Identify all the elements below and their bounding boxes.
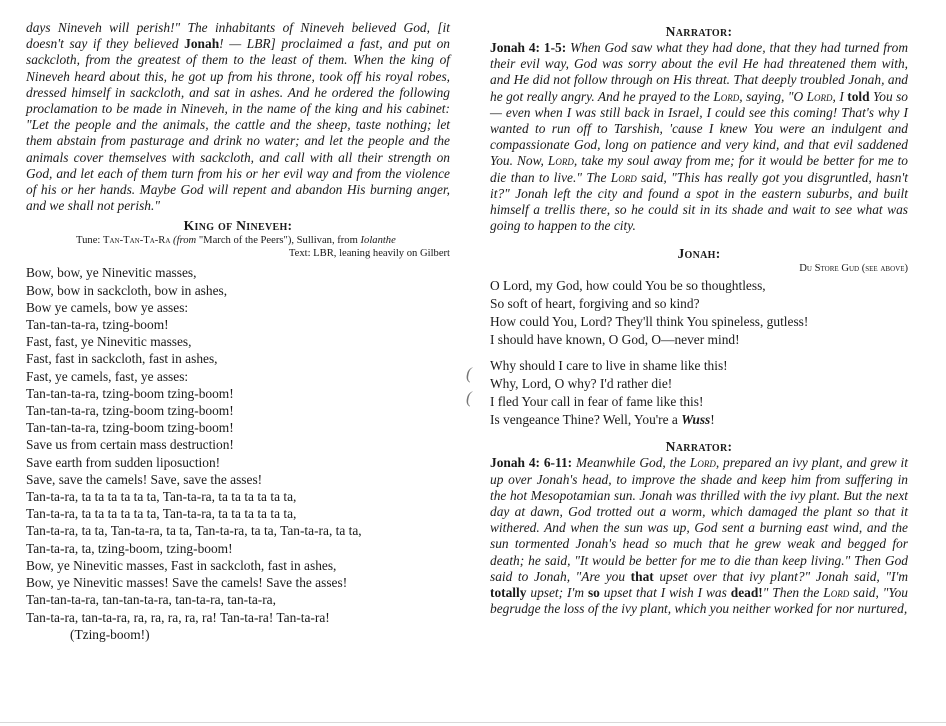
- jonah-bold: Jonah: [184, 36, 220, 52]
- lyric-line: So soft of heart, forgiving and so kind?: [490, 296, 700, 312]
- lyric-line: Tan-ta-ra, ta, tzing-boom, tzing-boom!: [26, 540, 233, 556]
- lyric-line: Tan-ta-ra, tan-ta-ra, ra, ra, ra, ra, ra! Tan-ta-ra! Tan-ta-ra!: [26, 609, 330, 625]
- narrator-heading-2: Narrator:: [665, 439, 733, 455]
- lyric-line: (Tzing-boom!): [70, 626, 150, 642]
- king-lyrics: [26, 264, 450, 642]
- lyric-line: Tan-ta-ra, ta ta ta ta ta ta, Tan-ta-ra, ta ta ta ta ta ta,: [26, 489, 297, 505]
- margin-bracket-mark: (: [466, 364, 472, 383]
- wuss-word: Wuss: [681, 412, 711, 428]
- jonah-stanza-1: [490, 277, 908, 349]
- narrator-paragraph-2: Jonah 4: 6-11: Meanwhile God, the Lord, prepared an ivy plant, and grew it up over Jonah's head, to improve the shade and keep him from suffering in the hot Mesopotamian sun. Jonah was thrilled with the ivy plant. But the next day at dawn, God trotted out a worm, which damaged the plant so that it withered. And when the sun was up, God sent a burning east wind, and the sun tormented Jonah's head so much that he grew weak and begged for death; he said, "It would be better for me to die than keep living." Then God said to Jonah, "Are you that upset over that ivy plant?" Jonah said, "I'm totally upset; I'm so upset that I wish I was dead!" Then the Lord said, "You begrudge the loss of the ivy plant, which you neither worked for nor nurtured,: [490, 455, 908, 617]
- lyric-line: Bow ye camels, bow ye asses:: [26, 299, 189, 315]
- lyric-line: I fled Your call in fear of fame like this!: [490, 394, 704, 410]
- lyric-line: Save earth from sudden liposuction!: [26, 454, 221, 470]
- lyric-line: Is vengeance Thine? Well, You're a Wuss!: [490, 412, 715, 428]
- scripture-ref-1: Jonah 4: 1-5:: [490, 40, 567, 55]
- lyric-line: Fast, fast, ye Ninevitic masses,: [26, 334, 192, 350]
- page-bottom-edge: [0, 722, 946, 723]
- narrator-paragraph-1: Jonah 4: 1-5: When God saw what they had done, that they had turned from their evil way, God was sorry about the evil He had threatened them with, and He did not follow through on His threat. That deeply troubled Jonah, and he got really angry. And he prayed to the Lord, saying, "O Lord, I told You so — even when I was still back in Israel, I could see this coming! That's why I wanted to run off to Tarshish, 'cause I knew You were an indulgent and compassionate God, long on patience and very kind, and that evil saddened You. Now, Lord, take my soul away from me; for it would be better for me to die than to live." The Lord said, "This has really got you disgruntled, hasn't it?" Jonah left the city and found a spot in the eastern suburbs, and built himself a trellis there, so he could sit in its shade and wait to see what was going to happen to the city.: [490, 40, 908, 234]
- lyric-line: O Lord, my God, how could You be so thoughtless,: [490, 278, 766, 294]
- lyric-line: Tan-tan-ta-ra, tzing-boom!: [26, 317, 169, 333]
- lyric-line: Save us from certain mass destruction!: [26, 437, 234, 453]
- jonah-tune-credit: Du Store Gud (see above): [799, 263, 908, 275]
- jonah-heading: Jonah:: [677, 246, 721, 262]
- lyric-line: Bow, bow in sackcloth, bow in ashes,: [26, 282, 228, 298]
- narrator-heading-1: Narrator:: [665, 24, 733, 39]
- lyric-line: Fast, ye camels, fast, ye asses:: [26, 368, 189, 384]
- margin-bracket-mark: (: [466, 388, 472, 407]
- lyric-line: Fast, fast in sackcloth, fast in ashes,: [26, 351, 218, 367]
- king-of-nineveh-heading: King of Nineveh:: [183, 218, 293, 234]
- lyric-line: Why, Lord, O why? I'd rather die!: [490, 376, 673, 392]
- lyric-line: How could You, Lord? They'll think You spineless, gutless!: [490, 314, 809, 330]
- intro-paragraph: days Nineveh will perish!" The inhabitants of Nineveh believed God, [it doesn't say if they believed Jonah! — LBR] proclaimed a fast, and put on sackcloth, from the greatest of them to the least of them. When the king of Nineveh heard about this, he got up from his throne, took off his royal robes, dressed himself in sackcloth, and sat in ashes. And he ordered the following proclamation to be made in Nineveh, in the name of the king and his cabinet: "Let the people and the animals, the cattle and the sheep, taste nothing; let them abstain from pasturage and drink no water; and let the people and the animals cover themselves with sackcloth, and call with all their strength on God, and let each of them turn from his or her evil way and from the violence of his or her hands. Maybe God will repent and abandon His burning anger, and we shall not perish.": [26, 20, 451, 214]
- right-column: [490, 0, 908, 617]
- lyric-line: Bow, bow, ye Ninevitic masses,: [26, 265, 197, 281]
- lyric-line: Tan-ta-ra, ta ta, Tan-ta-ra, ta ta, Tan-ta-ra, ta ta, Tan-ta-ra, ta ta,: [26, 523, 362, 539]
- scripture-ref-2: Jonah 4: 6-11:: [490, 455, 573, 471]
- lyric-line: Tan-ta-ra, ta ta ta ta ta ta, Tan-ta-ra, ta ta ta ta ta ta,: [26, 506, 297, 522]
- lyric-line: Why should I care to live in shame like this!: [490, 358, 728, 374]
- lyric-line: I should have known, O God, O—never mind!: [490, 332, 740, 348]
- lyric-line: Tan-tan-ta-ra, tzing-boom tzing-boom!: [26, 385, 234, 401]
- lyric-line: Bow, ye Ninevitic masses, Fast in sackcloth, fast in ashes,: [26, 557, 337, 573]
- lyric-line: Tan-tan-ta-ra, tan-tan-ta-ra, tan-ta-ra, tan-ta-ra,: [26, 592, 276, 608]
- lyric-line: Tan-tan-ta-ra, tzing-boom tzing-boom!: [26, 403, 234, 419]
- text-credit: Text: LBR, leaning heavily on Gilbert: [288, 248, 450, 260]
- lyric-line: Bow, ye Ninevitic masses! Save the camels! Save the asses!: [26, 575, 348, 591]
- lyric-line: Save, save the camels! Save, save the asses!: [26, 471, 263, 487]
- jonah-stanza-2: [490, 357, 908, 429]
- left-column: [26, 0, 450, 643]
- lyric-line: Tan-tan-ta-ra, tzing-boom tzing-boom!: [26, 420, 234, 436]
- tune-credit: Tune: Tan-Tan-Ta-Ra (from "March of the Peers"), Sullivan, from Iolanthe: [76, 235, 396, 247]
